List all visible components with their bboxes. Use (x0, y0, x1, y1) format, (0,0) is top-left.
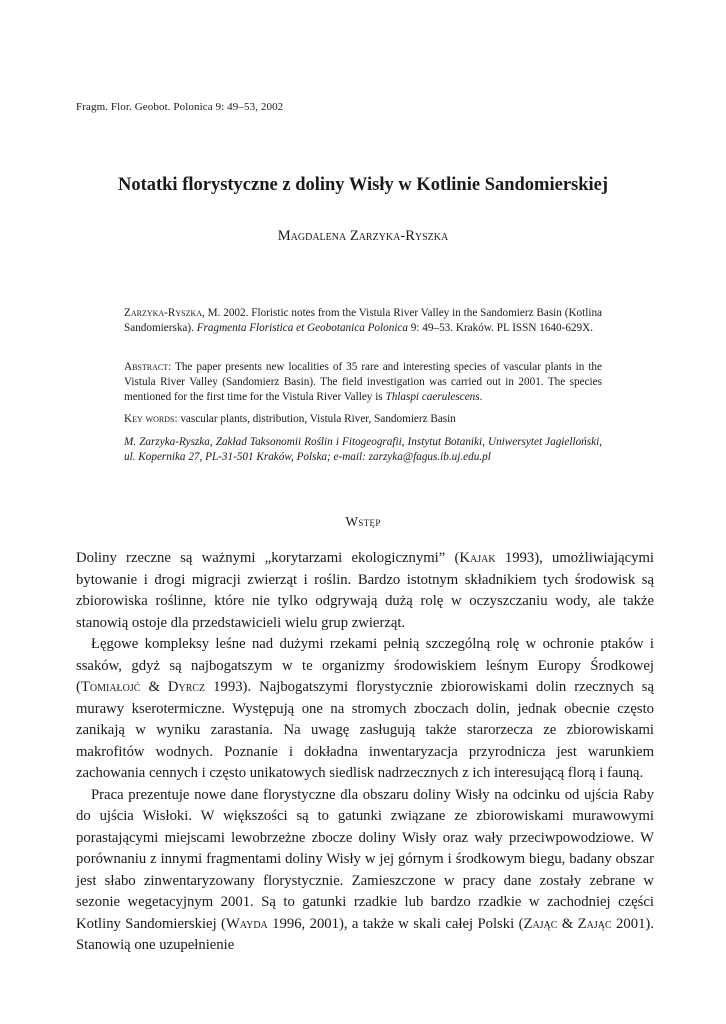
reference-author: Zając (523, 915, 558, 932)
reference-author: Zając (577, 915, 612, 932)
abstract-species: Thlaspi caerulescens (385, 391, 480, 403)
paragraph-1 (76, 548, 654, 634)
abstract-label: Abstract (124, 361, 169, 373)
author-address: M. Zarzyka-Ryszka, Zakład Taksonomii Roślin i Fitogeografii, Instytut Botaniki, Uniwersytet Jagielloński, ul. Kopernika 27, PL-31-501 Kraków, Polska; e-mail: zarzyka@fagus.ib.uj.edu.pl (124, 436, 602, 463)
citation-journal: Fragmenta Floristica et Geobotanica Polonica (196, 322, 408, 334)
article-title: Notatki florystyczne z doliny Wisły w Kotlinie Sandomierskiej (117, 175, 609, 195)
running-head: Fragm. Flor. Geobot. Polonica 9: 49–53, 2002 (76, 101, 284, 113)
reference-author: Tomiałojć (80, 679, 141, 695)
abstract-text: : The paper presents new localities of 35 rare and interesting species of vascular plants in the Vistula River Valley (Sandomierz Basin). The field investigation was carried out in 2001. The species mentioned for the first time for the Vistula River Valley is (124, 361, 602, 403)
reference-author: Wayda (225, 915, 268, 932)
reference-author: Kajak (459, 550, 496, 566)
keywords-label: Key words (124, 413, 175, 425)
paragraph-text: 1996, 2001), a także w skali całej Polski ( (267, 915, 524, 932)
section-heading: Wstęp (345, 514, 381, 529)
keywords-text: : vascular plants, distribution, Vistula River, Sandomierz Basin (174, 413, 456, 425)
keywords-block (124, 412, 602, 427)
paragraph-3 (76, 785, 654, 957)
author-name: Magdalena Zarzyka-Ryszka (277, 228, 449, 244)
paragraph-text: Doliny rzeczne są ważnymi „korytarzami ekologicznymi” ( (76, 550, 460, 566)
reference-author: Dyrcz (167, 679, 206, 695)
paragraph-text: 1993). Najbogatszymi florystycznie zbiorowiskami dolin rzecznych są murawy kserotermiczne. Występują one na stromych zboczach dolin, jednak obecnie często zanikają w wyniku zarastania. Na uwagę zasługują także starorzecza ze zbiorowiskami makrofitów wodnych. Poznanie i dokładna inwentaryzacja przyrodnicza jest warunkiem zachowania cennych i często unikatowych siedlisk nadrzecznych z ich interesującą florą i fauną. (76, 679, 654, 781)
abstract-block (124, 360, 602, 405)
paragraph-text: Łęgowe kompleksy leśne nad dużymi rzekami pełnią szczególną rolę w ochronie ptaków i ssaków, gdyż są najbogatszym w te organizmy środowiskiem leśnym Europy Środkowej ( (76, 636, 654, 695)
paragraph-2 (76, 634, 654, 785)
reference-separator: & (140, 679, 168, 695)
paragraph-text: 1993), umożliwiającymi bytowanie i drogi migracji zwierząt i roślin. Bardzo istotnym składnikiem tych środowisk są zbiorowiska roślinne, które nie tylko odgrywają dużą rolę w oczyszczaniu wody, ale także stanowią ostoje dla przedstawicieli wielu grup zwierząt. (76, 550, 655, 631)
reference-separator: & (557, 915, 578, 932)
body-text (76, 548, 654, 957)
paragraph-text: 2001). Stanowią one uzupełnienie (76, 915, 654, 953)
citation-author: Zarzyka-Ryszka (124, 307, 203, 319)
paragraph-text: Praca prezentuje nowe dane florystyczne dla obszaru doliny Wisły na odcinku od ujścia Raby do ujścia Wisłoki. W większości są to gatunki związane ze zbiorowiskami murawowymi porastającymi miejscami lewobrzeżne zbocze doliny Wisły oraz wały przeciwpowodziowe. W porównaniu z innymi fragmentami doliny Wisły w jej górnym i środkowym biegu, badany obszar jest słabo zinwentaryzowany florystycznie. Zamieszczone w pracy dane zostały zebrane w sezonie wegetacyjnym 2001. Są to gatunki rzadkie lub bardzo rzadkie w zachodniej części Kotliny Sandomierskiej ( (76, 786, 654, 932)
citation-pages: 9: 49–53. Kraków. PL ISSN 1640-629X. (408, 322, 594, 334)
abstract-end: . (479, 391, 483, 403)
citation-block (124, 306, 602, 336)
citation-text: , M. 2002. Floristic notes from the Vistula River Valley in the Sandomierz Basin (Kotlina Sandomierska). (124, 307, 602, 334)
